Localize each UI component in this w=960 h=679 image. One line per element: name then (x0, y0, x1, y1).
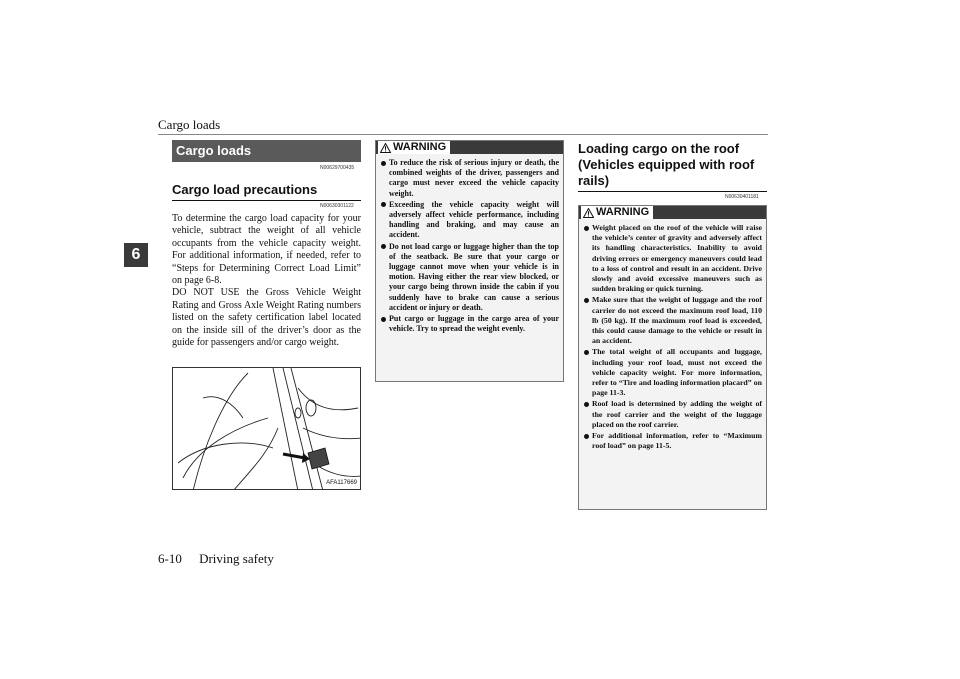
roof-heading-code: N00630401181 (725, 194, 759, 200)
subheading: Cargo load precautions (172, 182, 318, 197)
warning-title-text: WARNING (393, 141, 447, 153)
footer (158, 551, 288, 567)
roof-heading-rule (578, 191, 767, 192)
page-number: 6-10 (158, 551, 182, 566)
subheading-code: N00630301122 (320, 203, 354, 209)
warning-list (583, 223, 762, 452)
roof-cargo-heading: Loading cargo on the roof (Vehicles equipped with roof rails) (578, 141, 755, 188)
warning-item: Make sure that the weight of luggage and the roof carrier do not exceed the maximum roof load, 110 lb (50 kg). If the maximum roof load is exceeded, this could cause damage to the vehicle or result in an accident. (583, 295, 762, 346)
paragraph: To determine the cargo load capacity for your vehicle, subtract the weight of all vehicle occupants from the vehicle capacity weight. For additional information, if needed, refer to “Steps for Determining Correct Load Limit” on page 6-8. (172, 213, 361, 287)
warning-item: The total weight of all occupants and luggage, including your roof load, must not exceed the vehicle capacity weight. For more information, refer to “Tire and loading information placard” on page 11-3. (583, 347, 762, 398)
running-header-title: Cargo loads (158, 117, 221, 132)
warning-item: For additional information, refer to “Maximum roof load” on page 11-5. (583, 431, 762, 451)
warning-triangle-icon (380, 143, 391, 153)
door-sill-drawing (173, 368, 361, 490)
warning-title (378, 141, 450, 154)
subheading-rule (172, 200, 361, 201)
warning-item: Put cargo or luggage in the cargo area of your vehicle. Try to spread the weight evenly. (380, 314, 559, 334)
door-sill-label-illustration (172, 367, 361, 490)
section-heading: Cargo loads (172, 140, 361, 162)
warning-item: To reduce the risk of serious injury or death, the combined weights of the driver, passengers and cargo must never exceed the vehicle capacity weight. (380, 158, 559, 199)
warning-title (581, 206, 653, 219)
warning-item: Do not load cargo or luggage higher than the top of the seatback. Be sure that your cargo or luggage cannot move when your vehicle is in motion. Having either the rear view blocked, or your cargo being thrown inside the cabin if you suddenly have to brake can cause a serious accident or injury or death. (380, 242, 559, 313)
body-text (172, 213, 361, 349)
warning-list (380, 158, 559, 335)
footer-section: Driving safety (199, 551, 274, 566)
header-rule (158, 134, 768, 135)
warning-item: Weight placed on the roof of the vehicle will raise the vehicle’s center of gravity and adversely affect its handling characteristics. Inability to avoid driving errors or emergency maneuvers could lead to a loss of control and result in an accident. Drive slowly and avoid excessive maneuvers such as sudden braking or quick turning. (583, 223, 762, 294)
figure-label: AFA117669 (326, 480, 357, 486)
warning-item: Exceeding the vehicle capacity weight will adversely affect vehicle performance, including handling and braking, and may cause an accident. (380, 200, 559, 241)
warning-title-text: WARNING (596, 206, 650, 218)
section-code: N00629700435 (320, 165, 355, 171)
warning-item: Roof load is determined by adding the weight of the roof carrier and the weight of the luggage placed on the roof carrier. (583, 399, 762, 430)
paragraph: DO NOT USE the Gross Vehicle Weight Rating and Gross Axle Weight Rating numbers listed on the safety certification label located on the inside sill of the driver’s door as the guide for passengers and/or cargo weight. (172, 287, 361, 349)
warning-box-cargo (375, 140, 564, 382)
warning-triangle-icon (583, 208, 594, 218)
warning-box-roof (578, 205, 767, 510)
chapter-tab: 6 (124, 243, 148, 267)
